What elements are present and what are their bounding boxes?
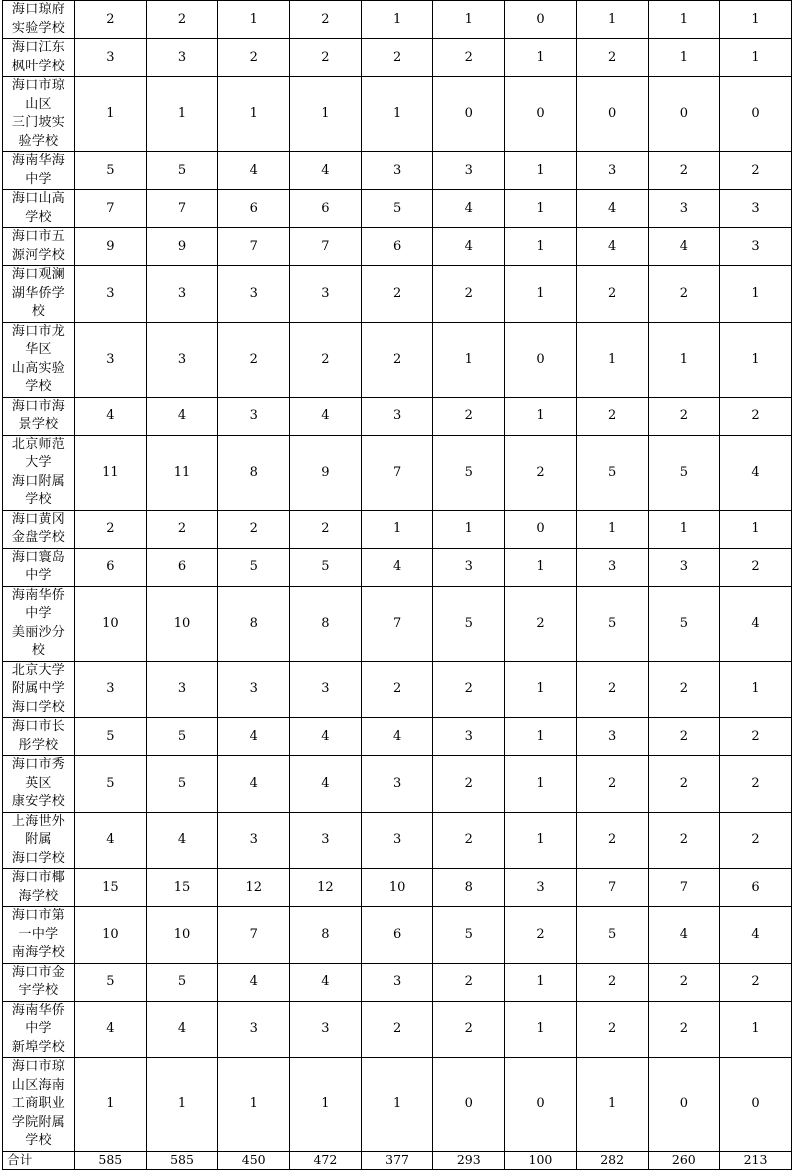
value-cell: 2 (720, 756, 792, 813)
value-cell: 2 (648, 963, 720, 1001)
value-cell: 3 (720, 228, 792, 266)
value-cell: 12 (290, 869, 362, 907)
table-row (3, 397, 792, 435)
value-cell: 6 (146, 548, 218, 586)
value-cell: 2 (648, 266, 720, 323)
value-cell: 5 (648, 586, 720, 661)
school-name-cell: 上海世外 附属 海口学校 (3, 812, 75, 869)
value-cell: 4 (433, 190, 505, 228)
table-row (3, 1, 792, 39)
value-cell: 2 (218, 39, 290, 77)
value-cell: 5 (433, 586, 505, 661)
value-cell: 1 (720, 266, 792, 323)
value-cell: 3 (290, 812, 362, 869)
value-cell: 1 (648, 510, 720, 548)
value-cell: 2 (433, 266, 505, 323)
value-cell: 4 (75, 397, 147, 435)
school-name-cell: 海口琼府 实验学校 (3, 1, 75, 39)
value-cell: 1 (433, 322, 505, 397)
value-cell: 1 (505, 756, 577, 813)
value-cell: 2 (433, 661, 505, 718)
value-cell: 0 (505, 1, 577, 39)
value-cell: 3 (576, 152, 648, 190)
value-cell: 4 (146, 812, 218, 869)
value-cell: 9 (290, 435, 362, 510)
table-row (3, 1058, 792, 1152)
value-cell: 2 (361, 39, 433, 77)
value-cell: 2 (361, 322, 433, 397)
value-cell: 2 (648, 661, 720, 718)
value-cell: 3 (75, 661, 147, 718)
value-cell: 2 (361, 661, 433, 718)
school-name-cell: 海口市椰 海学校 (3, 869, 75, 907)
total-value-cell: 585 (75, 1151, 147, 1169)
value-cell: 1 (505, 39, 577, 77)
value-cell: 1 (505, 963, 577, 1001)
value-cell: 3 (433, 152, 505, 190)
value-cell: 3 (361, 152, 433, 190)
value-cell: 0 (433, 1058, 505, 1152)
value-cell: 2 (576, 661, 648, 718)
value-cell: 0 (505, 510, 577, 548)
table-row (3, 548, 792, 586)
value-cell: 3 (361, 397, 433, 435)
value-cell: 2 (576, 963, 648, 1001)
value-cell: 10 (361, 869, 433, 907)
value-cell: 1 (75, 1058, 147, 1152)
school-name-cell: 海南华侨 中学 新埠学校 (3, 1001, 75, 1058)
value-cell: 2 (648, 718, 720, 756)
value-cell: 5 (75, 718, 147, 756)
value-cell: 7 (361, 435, 433, 510)
value-cell: 1 (576, 322, 648, 397)
school-name-cell: 海口江东 枫叶学校 (3, 39, 75, 77)
value-cell: 4 (290, 756, 362, 813)
school-name-cell: 海口市五 源河学校 (3, 228, 75, 266)
total-value-cell: 260 (648, 1151, 720, 1169)
value-cell: 2 (720, 812, 792, 869)
value-cell: 2 (361, 1001, 433, 1058)
value-cell: 4 (290, 718, 362, 756)
value-cell: 2 (505, 586, 577, 661)
value-cell: 3 (218, 661, 290, 718)
table-row (3, 661, 792, 718)
value-cell: 4 (290, 397, 362, 435)
value-cell: 1 (720, 510, 792, 548)
value-cell: 3 (218, 812, 290, 869)
school-name-cell: 海口观澜 湖华侨学 校 (3, 266, 75, 323)
value-cell: 2 (75, 1, 147, 39)
value-cell: 5 (146, 756, 218, 813)
value-cell: 8 (218, 435, 290, 510)
table-row (3, 510, 792, 548)
value-cell: 4 (361, 548, 433, 586)
value-cell: 4 (218, 718, 290, 756)
value-cell: 1 (361, 510, 433, 548)
value-cell: 1 (720, 39, 792, 77)
value-cell: 7 (218, 907, 290, 964)
school-name-cell: 海口山高 学校 (3, 190, 75, 228)
total-value-cell: 472 (290, 1151, 362, 1169)
school-name-cell: 海口市琼 山区 三门坡实 验学校 (3, 77, 75, 152)
value-cell: 5 (75, 756, 147, 813)
value-cell: 1 (648, 39, 720, 77)
value-cell: 1 (505, 397, 577, 435)
value-cell: 4 (290, 963, 362, 1001)
value-cell: 1 (433, 1, 505, 39)
value-cell: 2 (648, 756, 720, 813)
value-cell: 1 (505, 152, 577, 190)
value-cell: 3 (648, 190, 720, 228)
value-cell: 0 (648, 77, 720, 152)
value-cell: 1 (218, 77, 290, 152)
value-cell: 5 (75, 152, 147, 190)
value-cell: 1 (505, 228, 577, 266)
value-cell: 10 (146, 586, 218, 661)
value-cell: 6 (290, 190, 362, 228)
value-cell: 3 (433, 548, 505, 586)
school-name-cell: 北京师范 大学 海口附属 学校 (3, 435, 75, 510)
value-cell: 10 (75, 907, 147, 964)
value-cell: 5 (146, 152, 218, 190)
value-cell: 0 (433, 77, 505, 152)
value-cell: 10 (75, 586, 147, 661)
value-cell: 2 (433, 1001, 505, 1058)
value-cell: 0 (505, 77, 577, 152)
total-row (3, 1151, 792, 1169)
value-cell: 1 (720, 1001, 792, 1058)
value-cell: 4 (218, 963, 290, 1001)
value-cell: 2 (290, 510, 362, 548)
value-cell: 2 (290, 39, 362, 77)
value-cell: 12 (218, 869, 290, 907)
value-cell: 3 (218, 266, 290, 323)
value-cell: 3 (433, 718, 505, 756)
value-cell: 2 (146, 510, 218, 548)
school-name-cell: 海口黄冈 金盘学校 (3, 510, 75, 548)
value-cell: 6 (361, 907, 433, 964)
value-cell: 3 (576, 548, 648, 586)
value-cell: 2 (648, 397, 720, 435)
value-cell: 2 (576, 397, 648, 435)
value-cell: 2 (720, 718, 792, 756)
value-cell: 2 (720, 152, 792, 190)
value-cell: 4 (146, 1001, 218, 1058)
value-cell: 9 (75, 228, 147, 266)
table-row (3, 190, 792, 228)
value-cell: 2 (290, 322, 362, 397)
value-cell: 2 (218, 510, 290, 548)
value-cell: 4 (720, 586, 792, 661)
value-cell: 11 (146, 435, 218, 510)
value-cell: 2 (433, 39, 505, 77)
value-cell: 0 (648, 1058, 720, 1152)
value-cell: 4 (75, 812, 147, 869)
value-cell: 1 (433, 510, 505, 548)
value-cell: 10 (146, 907, 218, 964)
value-cell: 1 (720, 661, 792, 718)
value-cell: 7 (361, 586, 433, 661)
value-cell: 7 (218, 228, 290, 266)
table-row (3, 152, 792, 190)
value-cell: 2 (218, 322, 290, 397)
total-value-cell: 293 (433, 1151, 505, 1169)
value-cell: 1 (505, 718, 577, 756)
value-cell: 1 (720, 1, 792, 39)
value-cell: 6 (720, 869, 792, 907)
value-cell: 7 (75, 190, 147, 228)
value-cell: 2 (576, 812, 648, 869)
value-cell: 5 (576, 586, 648, 661)
value-cell: 2 (720, 963, 792, 1001)
value-cell: 5 (433, 907, 505, 964)
value-cell: 2 (433, 756, 505, 813)
value-cell: 2 (75, 510, 147, 548)
value-cell: 8 (433, 869, 505, 907)
table-row (3, 586, 792, 661)
value-cell: 5 (433, 435, 505, 510)
value-cell: 0 (505, 1058, 577, 1152)
value-cell: 1 (648, 322, 720, 397)
value-cell: 1 (648, 1, 720, 39)
value-cell: 2 (720, 548, 792, 586)
value-cell: 11 (75, 435, 147, 510)
value-cell: 5 (361, 190, 433, 228)
value-cell: 3 (648, 548, 720, 586)
school-name-cell: 海口市长 彤学校 (3, 718, 75, 756)
value-cell: 2 (576, 266, 648, 323)
value-cell: 3 (290, 266, 362, 323)
value-cell: 0 (505, 322, 577, 397)
school-name-cell: 海口市第 一中学 南海学校 (3, 907, 75, 964)
value-cell: 3 (75, 322, 147, 397)
value-cell: 1 (505, 661, 577, 718)
value-cell: 2 (433, 812, 505, 869)
value-cell: 3 (75, 266, 147, 323)
value-cell: 7 (290, 228, 362, 266)
value-cell: 5 (75, 963, 147, 1001)
value-cell: 8 (290, 907, 362, 964)
value-cell: 1 (720, 322, 792, 397)
value-cell: 1 (218, 1, 290, 39)
value-cell: 4 (576, 190, 648, 228)
value-cell: 6 (361, 228, 433, 266)
value-cell: 4 (720, 907, 792, 964)
value-cell: 3 (75, 39, 147, 77)
school-name-cell: 海口市龙 华区 山高实验 学校 (3, 322, 75, 397)
value-cell: 4 (290, 152, 362, 190)
total-value-cell: 377 (361, 1151, 433, 1169)
value-cell: 2 (146, 1, 218, 39)
value-cell: 1 (505, 812, 577, 869)
value-cell: 1 (576, 1, 648, 39)
table-row (3, 907, 792, 964)
value-cell: 7 (648, 869, 720, 907)
value-cell: 4 (648, 228, 720, 266)
total-value-cell: 450 (218, 1151, 290, 1169)
value-cell: 1 (505, 190, 577, 228)
table-row (3, 228, 792, 266)
value-cell: 0 (720, 1058, 792, 1152)
value-cell: 6 (218, 190, 290, 228)
value-cell: 2 (576, 1001, 648, 1058)
table-row (3, 266, 792, 323)
value-cell: 1 (505, 548, 577, 586)
value-cell: 2 (505, 435, 577, 510)
value-cell: 1 (576, 510, 648, 548)
value-cell: 4 (576, 228, 648, 266)
value-cell: 2 (361, 266, 433, 323)
value-cell: 2 (433, 397, 505, 435)
table-row (3, 756, 792, 813)
value-cell: 5 (146, 963, 218, 1001)
value-cell: 4 (433, 228, 505, 266)
value-cell: 8 (218, 586, 290, 661)
value-cell: 2 (720, 397, 792, 435)
table-row (3, 718, 792, 756)
value-cell: 2 (505, 907, 577, 964)
total-value-cell: 213 (720, 1151, 792, 1169)
school-name-cell: 海口市秀 英区 康安学校 (3, 756, 75, 813)
school-name-cell: 海口寰岛 中学 (3, 548, 75, 586)
school-name-cell: 海南华海 中学 (3, 152, 75, 190)
value-cell: 1 (361, 1058, 433, 1152)
value-cell: 2 (290, 1, 362, 39)
total-label: 合计 (3, 1151, 75, 1169)
value-cell: 3 (146, 39, 218, 77)
school-name-cell: 海南华侨 中学 美丽沙分 校 (3, 586, 75, 661)
value-cell: 3 (146, 661, 218, 718)
value-cell: 1 (218, 1058, 290, 1152)
value-cell: 2 (576, 39, 648, 77)
value-cell: 4 (218, 152, 290, 190)
value-cell: 15 (146, 869, 218, 907)
value-cell: 3 (146, 266, 218, 323)
value-cell: 3 (576, 718, 648, 756)
value-cell: 3 (218, 397, 290, 435)
school-name-cell: 海口市琼 山区海南 工商职业 学院附属 学校 (3, 1058, 75, 1152)
value-cell: 5 (576, 907, 648, 964)
value-cell: 2 (648, 152, 720, 190)
value-cell: 4 (75, 1001, 147, 1058)
value-cell: 5 (146, 718, 218, 756)
value-cell: 15 (75, 869, 147, 907)
value-cell: 1 (75, 77, 147, 152)
value-cell: 5 (648, 435, 720, 510)
school-name-cell: 海口市金 宇学校 (3, 963, 75, 1001)
value-cell: 0 (576, 77, 648, 152)
value-cell: 4 (720, 435, 792, 510)
value-cell: 1 (361, 77, 433, 152)
value-cell: 4 (648, 907, 720, 964)
total-value-cell: 100 (505, 1151, 577, 1169)
table-row (3, 322, 792, 397)
value-cell: 4 (218, 756, 290, 813)
value-cell: 1 (505, 1001, 577, 1058)
value-cell: 1 (290, 1058, 362, 1152)
value-cell: 0 (720, 77, 792, 152)
value-cell: 1 (146, 77, 218, 152)
table-row (3, 435, 792, 510)
table-row (3, 1001, 792, 1058)
value-cell: 1 (361, 1, 433, 39)
value-cell: 1 (576, 1058, 648, 1152)
value-cell: 3 (361, 963, 433, 1001)
value-cell: 8 (290, 586, 362, 661)
value-cell: 7 (146, 190, 218, 228)
value-cell: 3 (290, 661, 362, 718)
total-value-cell: 585 (146, 1151, 218, 1169)
table-row (3, 39, 792, 77)
value-cell: 1 (290, 77, 362, 152)
value-cell: 6 (75, 548, 147, 586)
school-name-cell: 海口市海 景学校 (3, 397, 75, 435)
value-cell: 1 (505, 266, 577, 323)
value-cell: 3 (290, 1001, 362, 1058)
value-cell: 2 (648, 1001, 720, 1058)
value-cell: 3 (361, 756, 433, 813)
value-cell: 3 (361, 812, 433, 869)
value-cell: 9 (146, 228, 218, 266)
value-cell: 5 (576, 435, 648, 510)
school-name-cell: 北京大学 附属中学 海口学校 (3, 661, 75, 718)
value-cell: 2 (576, 756, 648, 813)
value-cell: 3 (505, 869, 577, 907)
value-cell: 3 (218, 1001, 290, 1058)
table-row (3, 77, 792, 152)
table-row (3, 869, 792, 907)
total-value-cell: 282 (576, 1151, 648, 1169)
table-row (3, 812, 792, 869)
value-cell: 2 (433, 963, 505, 1001)
table-row (3, 963, 792, 1001)
allocation-table (2, 0, 792, 1170)
value-cell: 2 (648, 812, 720, 869)
value-cell: 7 (576, 869, 648, 907)
value-cell: 4 (361, 718, 433, 756)
value-cell: 3 (146, 322, 218, 397)
value-cell: 4 (146, 397, 218, 435)
value-cell: 5 (218, 548, 290, 586)
value-cell: 3 (720, 190, 792, 228)
value-cell: 5 (290, 548, 362, 586)
value-cell: 1 (146, 1058, 218, 1152)
